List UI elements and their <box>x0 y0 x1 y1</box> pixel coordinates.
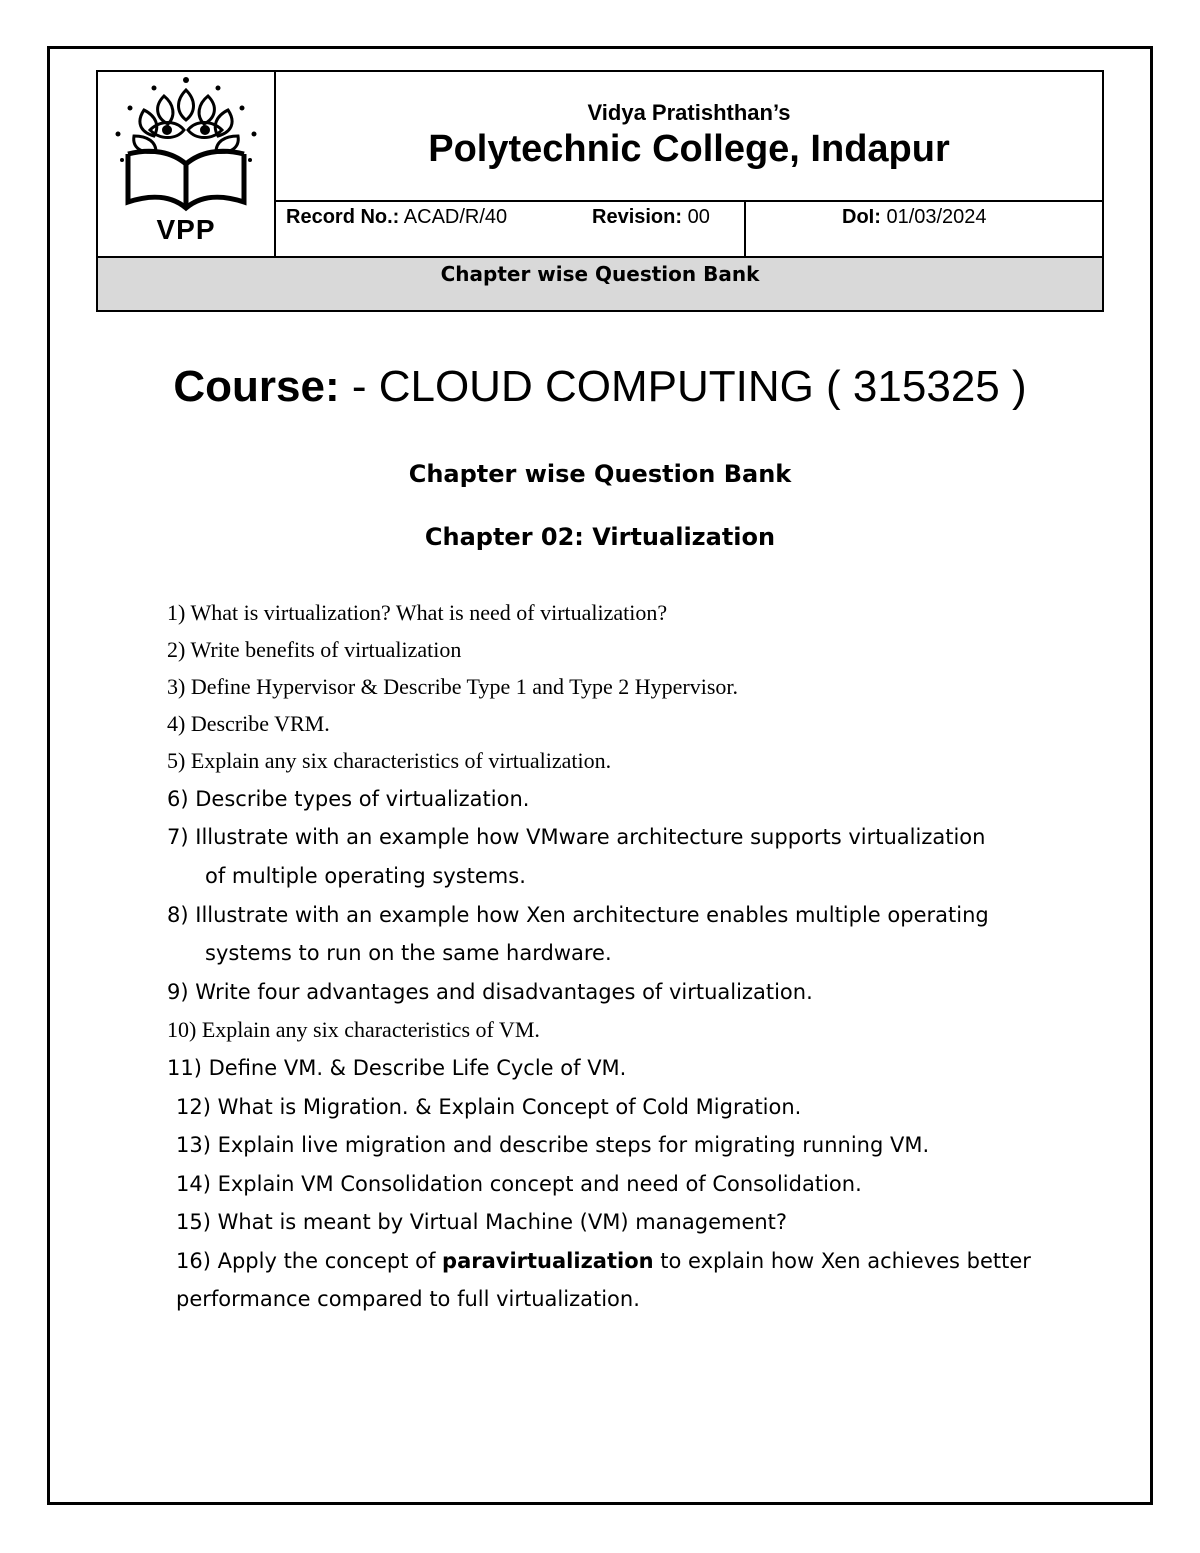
question-item <box>167 631 461 669</box>
chapter-heading: Chapter 02: Virtualization <box>424 523 776 551</box>
question-item <box>167 742 611 780</box>
question-number: 5) <box>167 748 186 773</box>
question-number: 9) <box>167 980 189 1004</box>
question-text: What is meant by Virtual Machine (VM) management? <box>217 1210 788 1234</box>
question-number: 12) <box>176 1095 211 1119</box>
question-number: 11) <box>167 1056 202 1080</box>
question-item <box>176 1088 801 1126</box>
question-number: 6) <box>167 787 189 811</box>
question-number: 3) <box>167 674 186 699</box>
question-item <box>167 668 738 706</box>
question-text: Define VM. & Describe Life Cycle of VM. <box>208 1056 627 1080</box>
question-item <box>176 1242 1031 1280</box>
question-bank-heading: Chapter wise Question Bank <box>408 460 792 488</box>
revision <box>592 206 710 229</box>
question-number: 1) <box>167 600 186 625</box>
question-text: Describe VRM. <box>190 711 330 736</box>
question-text: Illustrate with an example how VMware architecture supports virtualization <box>195 825 986 849</box>
question-continuation: systems to run on the same hardware. <box>205 941 612 965</box>
record-label: Record No.: <box>286 206 400 228</box>
question-number: 14) <box>176 1172 211 1196</box>
question-item <box>167 594 667 632</box>
trust-name: Vidya Pratishthan’s <box>587 100 791 125</box>
question-text: Write benefits of virtualization <box>190 637 462 662</box>
question-item <box>167 780 529 818</box>
question-item <box>176 1165 862 1203</box>
question-number: 15) <box>176 1210 211 1234</box>
question-text: Describe types of virtualization. <box>195 787 530 811</box>
document-header <box>96 70 1104 312</box>
question-text-post: to explain how Xen achieves better <box>653 1249 1031 1273</box>
question-number: 13) <box>176 1133 211 1157</box>
question-text: Explain any six characteristics of VM. <box>201 1017 540 1042</box>
question-item <box>167 896 989 934</box>
question-text-pre: Apply the concept of <box>217 1249 443 1273</box>
question-text: Illustrate with an example how Xen architecture enables multiple operating <box>195 903 989 927</box>
college-name: Polytechnic College, Indapur <box>428 128 950 170</box>
revision-label: Revision: <box>592 206 683 228</box>
question-item <box>167 1011 540 1049</box>
question-number: 4) <box>167 711 186 736</box>
question-number: 8) <box>167 903 189 927</box>
question-continuation: performance compared to full virtualization. <box>176 1287 640 1311</box>
course-value: - CLOUD COMPUTING ( 315325 ) <box>339 362 1027 411</box>
question-text: Define Hypervisor & Describe Type 1 and Type 2 Hypervisor. <box>190 674 739 699</box>
question-number: 7) <box>167 825 189 849</box>
title-cell <box>276 72 1102 202</box>
logo-text: VPP <box>156 214 216 245</box>
question-number: 2) <box>167 637 186 662</box>
meta-divider <box>744 202 746 256</box>
question-item <box>176 1126 929 1164</box>
question-text: Explain VM Consolidation concept and need of Consolidation. <box>217 1172 862 1196</box>
question-text: What is Migration. & Explain Concept of Cold Migration. <box>217 1095 802 1119</box>
dol-label: DoI: <box>842 206 881 228</box>
question-item <box>167 705 330 743</box>
question-number: 10) <box>167 1017 197 1042</box>
header-band-title: Chapter wise Question Bank <box>98 256 1102 310</box>
question-number: 16) <box>176 1249 211 1273</box>
question-text: Explain any six characteristics of virtualization. <box>190 748 612 773</box>
college-logo <box>98 72 276 256</box>
question-text: Explain live migration and describe steps for migrating running VM. <box>217 1133 930 1157</box>
question-item <box>167 973 813 1011</box>
question-item <box>176 1203 787 1241</box>
record-number <box>286 206 507 229</box>
date-of-issue <box>842 206 987 229</box>
question-text: What is virtualization? What is need of virtualization? <box>190 600 668 625</box>
course-title <box>0 362 1200 412</box>
dol-value: 01/03/2024 <box>880 206 987 228</box>
question-continuation: of multiple operating systems. <box>205 864 526 888</box>
question-keyword: paravirtualization <box>442 1249 654 1273</box>
question-text: Write four advantages and disadvantages of virtualization. <box>195 980 813 1004</box>
course-label: Course: <box>173 362 340 411</box>
question-item <box>167 1049 626 1087</box>
record-row <box>276 202 1102 256</box>
record-value: ACAD/R/40 <box>399 206 508 228</box>
question-item <box>167 818 985 856</box>
revision-value: 00 <box>682 206 710 228</box>
